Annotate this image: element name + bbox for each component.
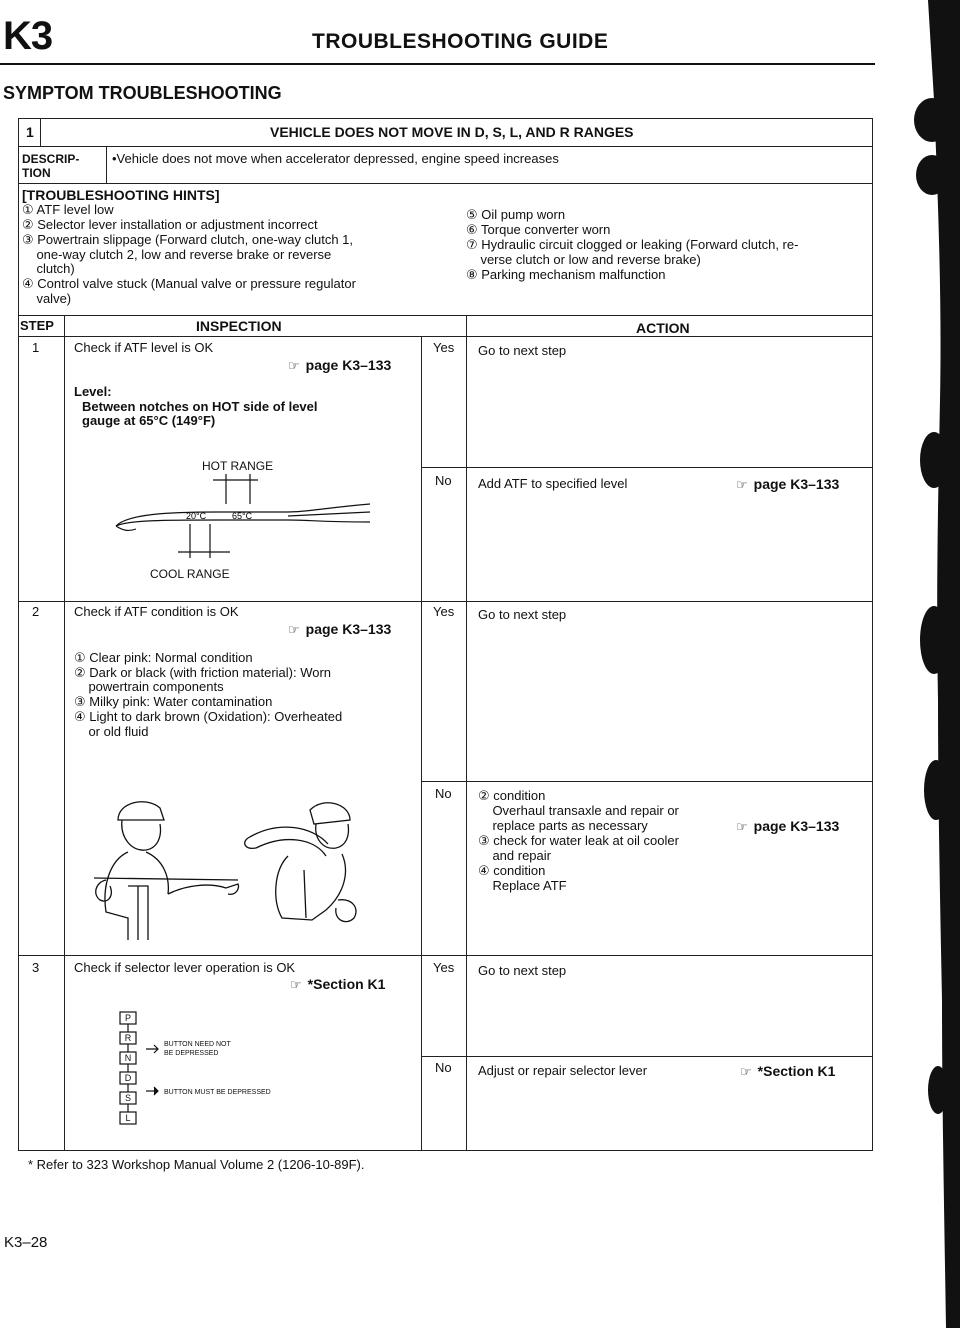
hint-item: ④ Control valve stuck (Manual valve or pressure regulator [22,276,356,291]
button-note: BUTTON NEED NOT [164,1041,231,1048]
page-reference: ☞ page K3–133 [736,818,840,834]
page-reference: ☞ page K3–133 [288,621,392,637]
gate-position-label: S [124,1093,132,1103]
description-text: •Vehicle does not move when accelerator depressed, engine speed increases [112,151,559,166]
yes-label: Yes [433,960,455,975]
no-action-item: Replace ATF [478,878,567,893]
page-number: K3–28 [4,1234,48,1251]
symptom-title: VEHICLE DOES NOT MOVE IN D, S, L, AND R RANGES [270,124,634,140]
no-action-item: Overhaul transaxle and repair or [478,803,679,818]
hint-item: valve) [22,291,72,306]
no-label: No [435,473,452,488]
gauge-hot-label: HOT RANGE [202,459,274,473]
gate-position-label: L [125,1113,131,1123]
dipstick-gauge-illustration [108,474,378,566]
step-number: 2 [32,604,40,619]
condition-item: or old fluid [74,724,149,739]
rule-step-column [64,315,65,1151]
header-rule [0,63,875,65]
gauge-cool-label: COOL RANGE [150,567,230,581]
rule-action-column [466,315,467,1151]
symptom-number: 1 [26,124,34,140]
rule-number-cell [40,118,41,146]
header-step: STEP [20,318,54,333]
no-action: Adjust or repair selector lever [478,1063,648,1078]
reference-arrow-icon: ☞ [288,358,300,373]
scanned-binding-edge [898,0,960,1328]
no-action: Add ATF to specified level [478,476,628,491]
rule-header-bottom [18,336,873,337]
hint-item: ② Selector lever installation or adjustment incorrect [22,217,318,232]
rule-description-cell [106,146,107,183]
yes-label: Yes [433,604,455,619]
level-label: Level: [74,384,112,399]
manual-section-code: K3 [3,14,53,58]
section-reference: ☞ *Section K1 [740,1063,836,1079]
gate-position-label: D [124,1073,132,1083]
reference-arrow-icon: ☞ [740,1064,752,1079]
step-number: 1 [32,340,40,355]
rule-right [872,118,873,1151]
no-label: No [435,786,452,801]
gauge-mark: 65°C [232,511,253,521]
page-reference: ☞ page K3–133 [736,476,840,492]
yes-action: Go to next step [478,607,567,622]
section-title: SYMPTOM TROUBLESHOOTING [3,83,282,103]
level-text: Between notches on HOT side of level [82,399,318,414]
hint-item: ⑥ Torque converter worn [466,222,611,237]
step-number: 3 [32,960,40,975]
rule-hints-bottom [18,315,873,316]
yes-action: Go to next step [478,963,567,978]
mechanics-inspecting-fluid-illustration [88,790,368,945]
no-action-item: ② condition [478,788,546,803]
reference-arrow-icon: ☞ [736,477,748,492]
header-inspection: INSPECTION [196,318,282,334]
rule-table-bottom [18,1150,873,1151]
level-text: gauge at 65°C (149°F) [82,413,216,428]
gate-position-label: P [124,1013,132,1023]
rule-symptom-bottom [18,146,873,147]
hint-item: ⑧ Parking mechanism malfunction [466,267,666,282]
rule-description-bottom [18,183,873,184]
button-note: BUTTON MUST BE DEPRESSED [164,1089,271,1096]
gate-position-label: N [124,1053,132,1063]
footnote: * Refer to 323 Workshop Manual Volume 2 (1206-10-89F). [28,1157,365,1172]
hint-item: ① ATF level low [22,202,114,217]
reference-arrow-icon: ☞ [290,977,302,992]
rule-step2-yesno [421,781,873,782]
condition-item: ① Clear pink: Normal condition [74,650,253,665]
description-label-1: DESCRIP- [22,152,80,166]
hint-item: one-way clutch 2, low and reverse brake or reverse [22,247,332,262]
description-label-2: TION [22,166,51,180]
header-action: ACTION [636,320,690,336]
page-title: TROUBLESHOOTING GUIDE [312,30,609,53]
section-reference: ☞ *Section K1 [290,976,386,992]
rule-step1-bottom [18,601,873,602]
no-label: No [435,1060,452,1075]
hint-item: ⑦ Hydraulic circuit clogged or leaking (Forward clutch, re- [466,237,799,252]
rule-yesno-column-left [421,336,422,1151]
no-action-item: ④ condition [478,863,546,878]
reference-arrow-icon: ☞ [288,622,300,637]
page-reference: ☞ page K3–133 [288,357,392,373]
selector-gate-diagram [118,1010,368,1148]
condition-item: ② Dark or black (with friction material): Worn [74,665,332,680]
reference-arrow-icon: ☞ [736,819,748,834]
hint-item: ③ Powertrain slippage (Forward clutch, one-way clutch 1, [22,232,354,247]
yes-action: Go to next step [478,343,567,358]
rule-step3-yesno [421,1056,873,1057]
no-action-item: replace parts as necessary [478,818,648,833]
yes-label: Yes [433,340,455,355]
no-action-item: and repair [478,848,551,863]
condition-item: ③ Milky pink: Water contamination [74,694,273,709]
hint-item: verse clutch or low and reverse brake) [466,252,701,267]
step-check: Check if selector lever operation is OK [74,960,296,975]
hint-item: ⑤ Oil pump worn [466,207,566,222]
condition-item: ④ Light to dark brown (Oxidation): Overheated [74,709,343,724]
condition-item: powertrain components [74,679,224,694]
rule-left [18,118,19,1151]
step-check: Check if ATF condition is OK [74,604,239,619]
rule-top [18,118,873,119]
rule-step1-yesno [421,467,873,468]
gauge-mark: 20°C [186,511,207,521]
hints-heading: [TROUBLESHOOTING HINTS] [22,187,220,203]
step-check: Check if ATF level is OK [74,340,214,355]
button-note: BE DEPRESSED [164,1050,219,1057]
rule-step2-bottom [18,955,873,956]
gate-position-label: R [124,1033,132,1043]
no-action-item: ③ check for water leak at oil cooler [478,833,679,848]
hint-item: clutch) [22,261,75,276]
